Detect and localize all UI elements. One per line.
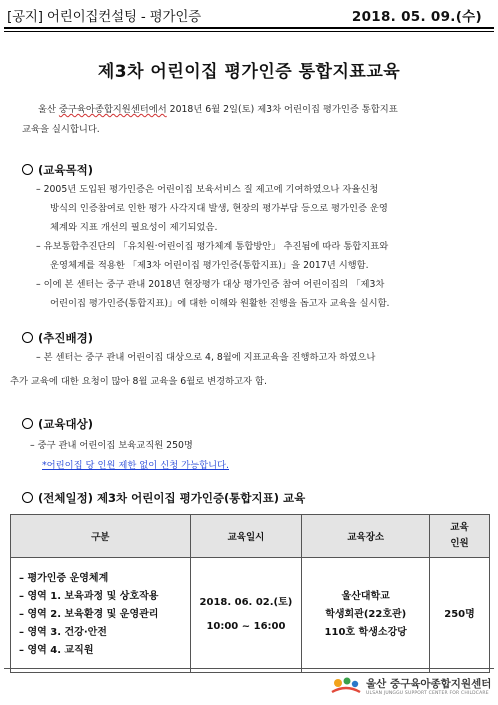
circle-bullet-icon bbox=[22, 418, 33, 429]
background-line: – 본 센터는 중구 관내 어린이집 대상으로 4, 8월에 지표교육을 진행하고자 하였으나 bbox=[36, 352, 376, 363]
content-line: – 평가인증 운영체계 bbox=[19, 573, 109, 584]
content-cell bbox=[11, 558, 191, 673]
table-header-row bbox=[11, 515, 490, 558]
notice-date: 2018. 05. 09.(수) bbox=[351, 9, 482, 25]
schedule-table bbox=[10, 514, 490, 673]
datetime-cell bbox=[190, 558, 302, 673]
intro-text: 2018년 6월 2일(토) 제3차 어린이집 평가인증 통합지표 bbox=[166, 104, 398, 115]
background-line: 추가 교육에 대한 요청이 많아 8월 교육을 6월로 변경하고자 함. bbox=[10, 376, 267, 387]
count-cell: 250명 bbox=[430, 558, 490, 673]
header-count-text: 교육 인원 bbox=[450, 522, 469, 549]
target-heading bbox=[22, 416, 93, 432]
background-heading-text: (추진배경) bbox=[38, 331, 93, 345]
header-datetime: 교육일시 bbox=[190, 515, 302, 558]
content-line: – 영역 4. 교직원 bbox=[19, 645, 94, 656]
schedule-heading-text: (전체일정) 제3차 어린이집 평가인증(통합지표) 교육 bbox=[38, 491, 306, 505]
schedule-heading bbox=[22, 490, 305, 506]
circle-bullet-icon bbox=[22, 332, 33, 343]
target-heading-text: (교육대상) bbox=[38, 417, 93, 431]
content-line: – 영역 3. 건강·안전 bbox=[19, 627, 107, 638]
footer-divider bbox=[4, 668, 494, 669]
purpose-line: 방식의 인증참여로 인한 평가 사각지대 발생, 현장의 평가부담 등으로 평가인증 운영 bbox=[50, 203, 388, 214]
circle-bullet-icon bbox=[22, 492, 33, 503]
place-line: 울산대학교 bbox=[341, 591, 390, 602]
header-divider bbox=[4, 27, 494, 29]
purpose-heading-text: (교육목적) bbox=[38, 163, 93, 177]
center-name-text: 중구육아종합지원센터에서 bbox=[58, 104, 167, 115]
place-line: 110호 학생소강당 bbox=[324, 627, 407, 638]
content-line: – 영역 2. 보육환경 및 운영관리 bbox=[19, 609, 159, 620]
notice-category: [공지] 어린이집컨설팅 - 평가인증 bbox=[7, 9, 202, 25]
target-note: *어린이집 당 인원 제한 없이 신청 가능합니다. bbox=[42, 460, 229, 471]
org-name: 울산 중구육아종합지원센터 bbox=[366, 678, 492, 690]
header-category: 구분 bbox=[11, 515, 191, 558]
purpose-line: 어린이집 평가인증(통합지표)」에 대한 이해와 원활한 진행을 돕고자 교육을 실시함. bbox=[50, 298, 390, 309]
header-count bbox=[430, 515, 490, 558]
document-title: 제3차 어린이집 평가인증 통합지표교육 bbox=[97, 62, 401, 82]
header-place: 교육장소 bbox=[302, 515, 430, 558]
purpose-line: 운영체계를 적용한 「제3차 어린이집 평가인증(통합지표)」을 2017년 시행함. bbox=[50, 260, 369, 271]
intro-line-2: 교육을 실시합니다. bbox=[22, 124, 100, 135]
target-line: – 중구 관내 어린이집 보육교직원 250명 bbox=[30, 440, 193, 451]
place-cell bbox=[302, 558, 430, 673]
purpose-line: – 이에 본 센터는 중구 관내 2018년 현장평가 대상 평가인증 참여 어린이집의 「제3차 bbox=[36, 279, 385, 290]
purpose-line: – 유보통합추진단의 「유치원·어린이집 평가체계 통합방안」 추진됨에 따라 통합지표와 bbox=[36, 241, 389, 252]
date-text: 2018. 06. 02.(토) bbox=[199, 597, 293, 608]
footer-logo bbox=[330, 676, 491, 696]
purpose-line: – 2005년 도입된 평가인증은 어린이집 보육서비스 질 제고에 기여하였으나 자율신청 bbox=[36, 184, 379, 195]
time-text: 10:00 ~ 16:00 bbox=[206, 621, 286, 632]
header-divider-thin bbox=[4, 31, 494, 32]
center-logo-icon bbox=[330, 676, 362, 696]
circle-bullet-icon bbox=[22, 164, 33, 175]
place-line: 학생회관(22호관) bbox=[325, 609, 407, 620]
intro-line-1 bbox=[38, 100, 398, 119]
table-row bbox=[11, 558, 490, 673]
purpose-heading bbox=[22, 162, 93, 178]
intro-text: 울산 bbox=[38, 104, 59, 115]
content-line: – 영역 1. 보육과정 및 상호작용 bbox=[19, 591, 159, 602]
purpose-line: 체계와 지표 개선의 필요성이 제기되었음. bbox=[50, 222, 218, 233]
background-heading bbox=[22, 330, 93, 346]
org-subtitle: ULSAN JUNGGU SUPPORT CENTER FOR CHILDCARE bbox=[366, 691, 489, 696]
